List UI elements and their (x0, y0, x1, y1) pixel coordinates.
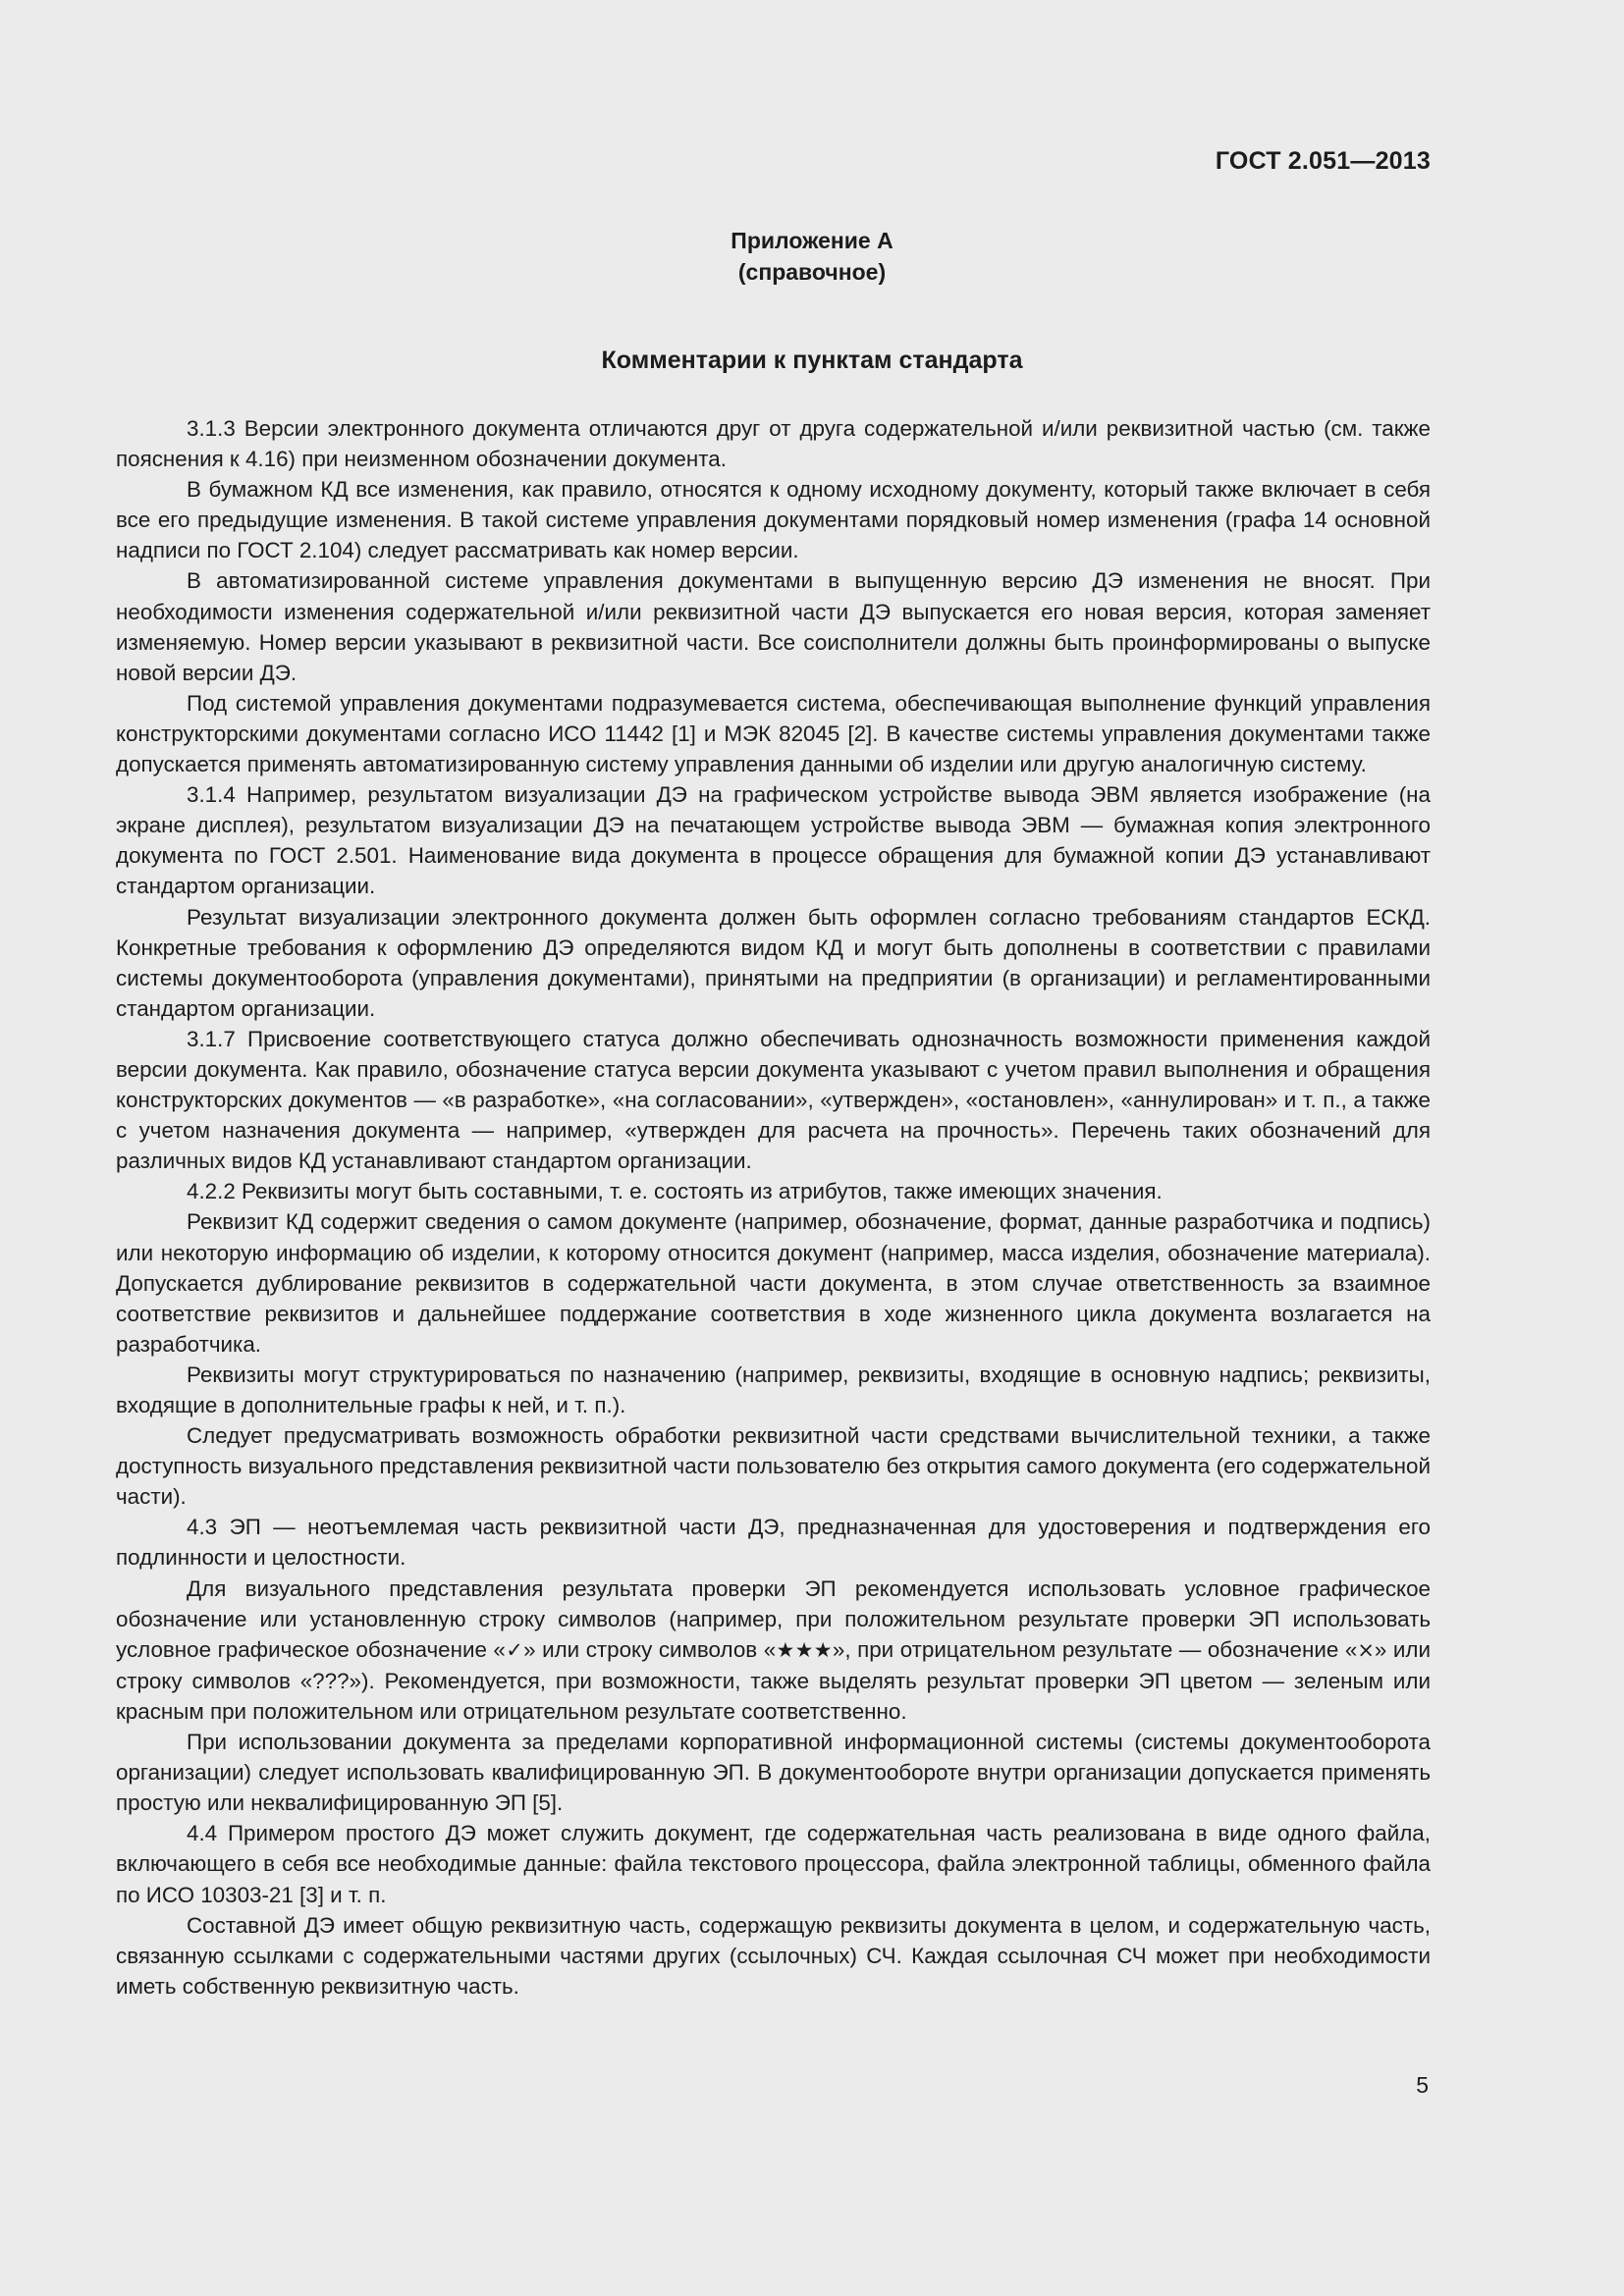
paragraph: Реквизиты могут структурироваться по назначению (например, реквизиты, входящие в основную надпись; реквизиты, входящие в дополнительные графы к ней, и т. п.). (116, 1362, 1431, 1417)
annex-title: Приложение А (731, 228, 893, 253)
document-body (116, 413, 1431, 2002)
standard-code: ГОСТ 2.051—2013 (1215, 147, 1431, 175)
paragraph: Следует предусматривать возможность обработки реквизитной части средствами вычислительной техники, а также доступность визуального представления реквизитной части пользователю без открытия самого документа (его содержательной части). (116, 1423, 1431, 1510)
paragraph: 3.1.7 Присвоение соответствующего статуса должно обеспечивать однозначность возможности применения каждой версии документа. Как правило, обозначение статуса версии документа указывают с учетом правил выполнения и обращения конструкторских документов — «в разработке», «на согласовании», «утвержден», «остановлен», «аннулирован» и т. п., а также с учетом назначения документа — например, «утвержден для расчета на прочность». Перечень таких обозначений для различных видов КД устанавливают стандартом организации. (116, 1026, 1431, 1174)
cross-icon: × (1357, 1637, 1375, 1662)
paragraph: 4.3 ЭП — неотъемлемая часть реквизитной части ДЭ, предназначенная для удостоверения и подтверждения его подлинности и целостности. (116, 1515, 1431, 1571)
signature-check-paragraph (116, 1574, 1431, 1727)
paragraph: Составной ДЭ имеет общую реквизитную часть, содержащую реквизиты документа в целом, и содержательную часть, связанную ссылками с содержательными частями других (ссылочных) СЧ. Каждая ссылочная СЧ может при необходимости иметь собственную реквизитную часть. (116, 1912, 1431, 1999)
star-icon: ★★★ (776, 1637, 833, 1662)
check-mark-icon: ✓ (505, 1637, 524, 1662)
paragraph: Результат визуализации электронного документа должен быть оформлен согласно требованиям стандартов ЕСКД. Конкретные требования к оформлению ДЭ определяются видом КД и могут быть дополнены в соответствии с правилами системы документооборота (управления документами), принятыми на предприятии (в организации) и регламентированными стандартом организации. (116, 904, 1431, 1021)
paragraph: 4.2.2 Реквизиты могут быть составными, т. е. состоять из атрибутов, также имеющих значения. (187, 1179, 1163, 1204)
paragraph-text: », при отрицательном результате — обозначение « (832, 1636, 1358, 1662)
page-number: 5 (1416, 2072, 1429, 2098)
paragraph-text: Для визуального представления результата проверки ЭП рекомендуется использовать условное графическое обозначение или установленную строку символов (например, при положительном результате проверки ЭП использовать условное графическое обозначение « (116, 1575, 1431, 1662)
paragraph: При использовании документа за пределами корпоративной информационной системы (системы документооборота организации) следует использовать квалифицированную ЭП. В документообороте внутри организации допускается применять простую или неквалифицированную ЭП [5]. (116, 1730, 1431, 1816)
paragraph: Под системой управления документами подразумевается система, обеспечивающая выполнение функций управления конструкторскими документами согласно ИСО 11442 [1] и МЭК 82045 [2]. В качестве системы управления документами также допускается применять автоматизированную систему управления данными об изделии или другую аналогичную систему. (116, 690, 1431, 777)
paragraph: 4.4 Примером простого ДЭ может служить документ, где содержательная часть реализована в виде одного файла, включающего в себя все необходимые данные: файла текстового процессора, файла электронной таблицы, обменного файла по ИСО 10303-21 [3] и т. п. (116, 1821, 1431, 1907)
paragraph: Реквизит КД содержит сведения о самом документе (например, обозначение, формат, данные разработчика и подпись) или некоторую информацию об изделии, к которому относится документ (например, масса изделия, обозначение материала). Допускается дублирование реквизитов в содержательной части документа, в этом случае ответственность за взаимное соответствие реквизитов и дальнейшее поддержание соответствия в ходе жизненного цикла документа возлагается на разработчика. (116, 1209, 1431, 1357)
paragraph-text: » или строку символов « (523, 1636, 777, 1662)
section-title: Комментарии к пунктам стандарта (601, 347, 1023, 374)
annex-kind: (справочное) (737, 259, 887, 285)
paragraph: 3.1.3 Версии электронного документа отличаются друг от друга содержательной и/или реквизитной частью (см. также пояснения к 4.16) при неизменном обозначении документа. (116, 416, 1431, 472)
annex-heading (0, 225, 1624, 288)
paragraph: В бумажном КД все изменения, как правило, относятся к одному исходному документу, который также включает в себя все его предыдущие изменения. В такой системе управления документами порядковый номер изменения (графа 14 основной надписи по ГОСТ 2.104) следует рассматривать как номер версии. (116, 477, 1431, 563)
paragraph: В автоматизированной системе управления документами в выпущенную версию ДЭ изменения не вносят. При необходимости изменения содержательной и/или реквизитной части ДЭ выпускается его новая версия, которая заменяет изменяемую. Номер версии указывают в реквизитной части. Все соисполнители должны быть проинформированы о выпуске новой версии ДЭ. (116, 568, 1431, 685)
paragraph: 3.1.4 Например, результатом визуализации ДЭ на графическом устройстве вывода ЭВМ является изображение (на экране дисплея), результатом визуализации ДЭ на печатающем устройстве вывода ЭВМ — бумажная копия электронного документа по ГОСТ 2.501. Наименование вида документа в процессе обращения для бумажной копии ДЭ устанавливают стандартом организации. (116, 782, 1431, 899)
paragraph-text: » или строку символов «???»). Рекомендуется, при возможности, также выделять результат проверки ЭП цветом — зеленым или красным при положительном или отрицательном результате соответственно. (116, 1636, 1431, 1724)
